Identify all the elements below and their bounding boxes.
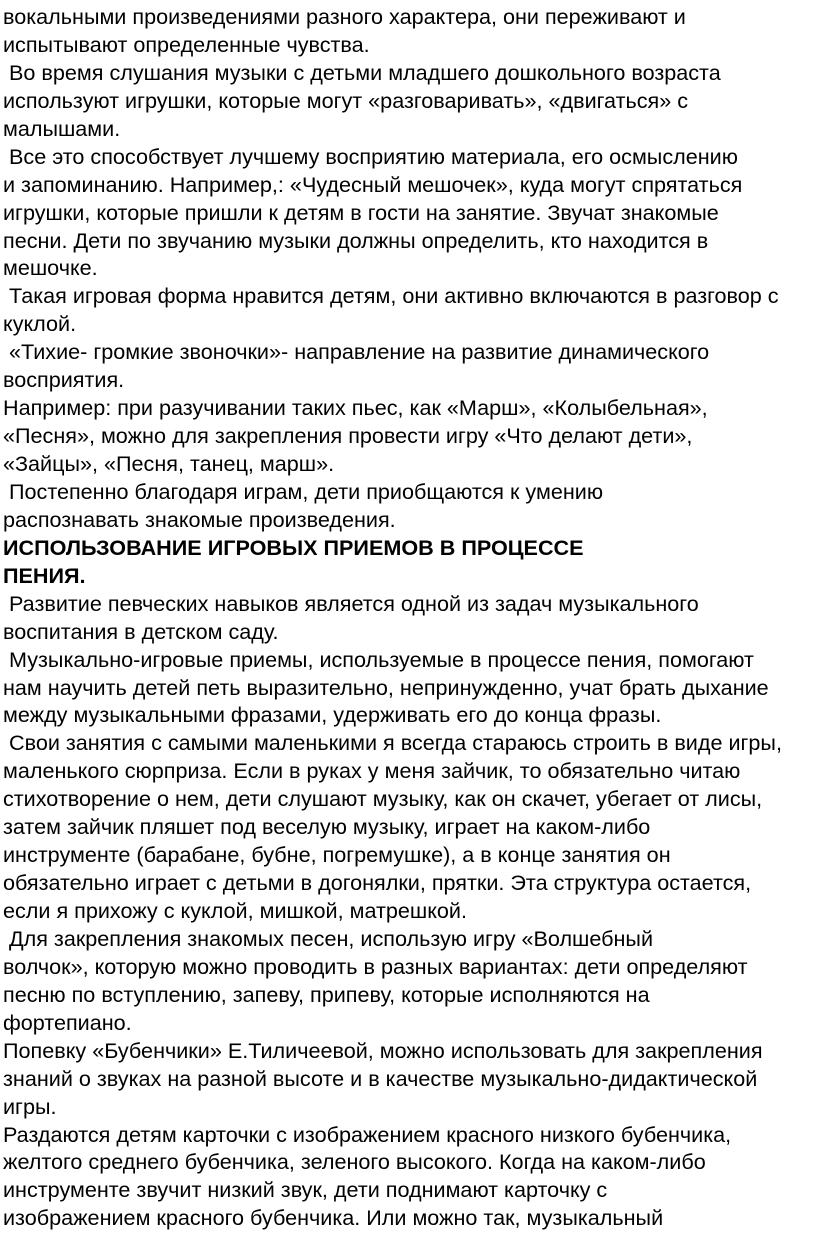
paragraph-line: «Зайцы», «Песня, танец, марш». <box>3 451 335 476</box>
paragraph-line: песни. Дети по звучанию музыки должны определить, кто находится в <box>3 227 709 253</box>
paragraph-line: если я прихожу с куклой, мишкой, матрешкой. <box>3 898 467 923</box>
paragraph-line: Во время слушания музыки с детьми младшего дошкольного возраста <box>3 59 721 85</box>
paragraph-line: между музыкальными фразами, удерживать его до конца фразы. <box>3 702 662 728</box>
paragraph-line: Например: при разучивании таких пьес, как «Марш», «Колыбельная», <box>3 395 708 421</box>
paragraph-line: Такая игровая форма нравится детям, они активно включаются в разговор с <box>3 283 779 309</box>
paragraph-line: стихотворение о нем, дети слушают музыку, как он скачет, убегает от лисы, <box>3 786 763 812</box>
paragraph-line: используют игрушки, которые могут «разговаривать», «двигаться» с <box>3 87 689 113</box>
paragraph-line: Раздаются детям карточки с изображением красного низкого бубенчика, <box>3 1121 732 1147</box>
paragraph-line: изображением красного бубенчика. Или можно так, музыкальный <box>3 1205 664 1231</box>
paragraph-line: Попевку «Бубенчики» Е.Тиличеевой, можно использовать для закрепления <box>3 1037 763 1063</box>
paragraph-line: инструменте (барабане, бубне, погремушке), а в конце занятия он <box>3 842 671 868</box>
paragraph-line: «Тихие- громкие звоночки»- направление на развитие динамического <box>3 339 710 365</box>
paragraph-line: игры. <box>3 1093 57 1119</box>
paragraph-line: волчок», которую можно проводить в разных вариантах: дети определяют <box>3 953 748 979</box>
paragraph-line: Свои занятия с самыми маленькими я всегда стараюсь строить в виде игры, <box>3 730 782 756</box>
paragraph-line: малышами. <box>3 115 121 141</box>
paragraph-line: восприятия. <box>3 367 125 393</box>
paragraph-line: нам научить детей петь выразительно, непринужденно, учат брать дыхание <box>3 674 769 700</box>
paragraph-line: затем зайчик пляшет под веселую музыку, играет на каком-либо <box>3 814 651 840</box>
paragraph-line: желтого среднего бубенчика, зеленого высокого. Когда на каком-либо <box>3 1149 706 1175</box>
paragraph-line: и запоминанию. Например,: «Чудесный мешочек», куда могут спрятаться <box>3 171 743 197</box>
paragraph-line: инструменте звучит низкий звук, дети поднимают карточку с <box>3 1177 608 1203</box>
section-heading-line: ПЕНИЯ. <box>3 562 86 588</box>
paragraph-line: Музыкально-игровые приемы, используемые в процессе пения, помогают <box>3 646 754 672</box>
paragraph-line: обязательно играет с детьми в догонялки, прятки. Эта структура остается, <box>3 870 752 896</box>
paragraph-line: воспитания в детском саду. <box>3 618 279 644</box>
paragraph-line: распознавать знакомые произведения. <box>3 506 396 532</box>
paragraph-line: «Песня», можно для закрепления провести игру «Что делают дети», <box>3 423 693 449</box>
paragraph-line: куклой. <box>3 311 77 337</box>
paragraph-line: Все это способствует лучшему восприятию материала, его осмыслению <box>3 143 738 169</box>
paragraph-line: вокальными произведениями разного характера, они переживают и <box>3 4 686 29</box>
paragraph-line: маленького сюрприза. Если в руках у меня зайчик, то обязательно читаю <box>3 758 741 784</box>
paragraph-line: фортепиано. <box>3 1009 132 1035</box>
section-heading-line: ИСПОЛЬЗОВАНИЕ ИГРОВЫХ ПРИЕМОВ В ПРОЦЕССЕ <box>3 534 584 560</box>
paragraph-line: игрушки, которые пришли к детям в гости на занятие. Звучат знакомые <box>3 199 719 225</box>
paragraph-line: Развитие певческих навыков является одной из задач музыкального <box>3 590 699 616</box>
paragraph-line: Для закрепления знакомых песен, использую игру «Волшебный <box>3 925 654 951</box>
paragraph-line: знаний о звуках на разной высоте и в качестве музыкально-дидактической <box>3 1065 758 1091</box>
paragraph-line: испытывают определенные чувства. <box>3 31 370 57</box>
paragraph-line: песню по вступлению, запеву, припеву, которые исполняются на <box>3 981 650 1007</box>
paragraph-line: Постепенно благодаря играм, дети приобщаются к умению <box>3 478 604 504</box>
paragraph-line: мешочке. <box>3 255 98 281</box>
